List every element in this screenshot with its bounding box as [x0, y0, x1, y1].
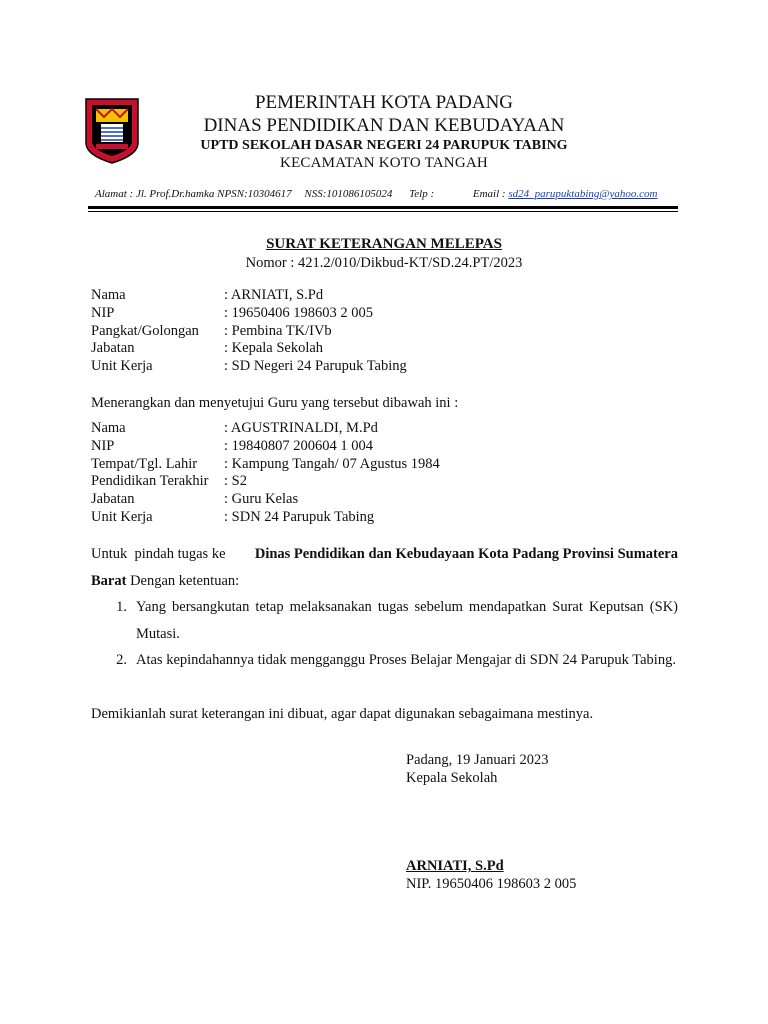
field-row [91, 420, 440, 438]
signature-position: Kepala Sekolah [406, 770, 498, 786]
field-row [91, 456, 440, 474]
purpose-line-1 [91, 541, 678, 568]
list-item [91, 647, 678, 674]
padang-emblem-logo [84, 97, 140, 165]
field-value: : SD Negeri 24 Parupuk Tabing [224, 358, 407, 376]
email-label: Email : [472, 188, 506, 200]
list-number: 2. [116, 652, 127, 668]
field-row [91, 323, 407, 341]
address-text: Alamat : Jl. Prof.Dr.hamka NPSN:10304617 [95, 188, 292, 200]
field-value: : 19650406 198603 2 005 [224, 305, 373, 323]
letterhead-line-district: KECAMATAN KOTO TANGAH [280, 155, 488, 171]
email-link[interactable]: sd24_parupuktabing@yahoo.com [508, 188, 658, 200]
signature-place-date: Padang, 19 Januari 2023 [406, 752, 549, 768]
purpose-destination: Dinas Pendidikan dan Kebudayaan Kota Padang Provinsi Sumatera [254, 546, 678, 562]
list-text: Yang bersangkutan tetap melaksanakan tugas sebelum mendapatkan Surat Keputsan (SK) Mutasi. [136, 599, 678, 642]
field-label: NIP [91, 437, 115, 454]
list-number: 1. [116, 599, 127, 615]
signature-nip: NIP. 19650406 198603 2 005 [406, 876, 577, 892]
nss-text: NSS:101086105024 [304, 188, 393, 200]
intro-paragraph: Menerangkan dan menyetujui Guru yang tersebut dibawah ini : [91, 395, 459, 411]
letterhead-line-government: PEMERINTAH KOTA PADANG [254, 92, 514, 113]
field-row [91, 491, 440, 509]
telp-text: Telp : [409, 188, 435, 200]
field-label: Jabatan [91, 340, 135, 357]
field-row [91, 358, 407, 376]
field-value: : Pembina TK/IVb [224, 323, 332, 341]
signer-info [91, 287, 407, 376]
list-item [91, 594, 678, 647]
field-value: : Kampung Tangah/ 07 Agustus 1984 [224, 456, 440, 474]
letter-number: Nomor : 421.2/010/Dikbud-KT/SD.24.PT/2023 [245, 255, 523, 271]
field-value: : Guru Kelas [224, 491, 298, 509]
field-value: : 19840807 200604 1 004 [224, 438, 373, 456]
letterhead-divider-thick [88, 206, 678, 209]
field-value: : S2 [224, 473, 247, 491]
letterhead-line-school: UPTD SEKOLAH DASAR NEGERI 24 PARUPUK TABING [200, 138, 568, 153]
purpose-destination-end: Barat [91, 572, 127, 589]
purpose-line-2 [91, 568, 678, 595]
field-value: : SDN 24 Parupuk Tabing [224, 509, 374, 527]
field-row [91, 473, 440, 491]
field-row [91, 305, 407, 323]
field-row [91, 438, 440, 456]
field-label: Nama [91, 420, 126, 436]
field-label: Tempat/Tgl. Lahir [91, 455, 198, 472]
field-value: : AGUSTRINALDI, M.Pd [224, 420, 378, 438]
field-label: Nama [91, 287, 126, 303]
field-label: Pangkat/Golongan [91, 322, 199, 339]
signature-block [406, 751, 549, 787]
signature-name-block [406, 857, 576, 893]
field-label: Pendidikan Terakhir [91, 473, 209, 490]
field-label: NIP [91, 304, 115, 321]
purpose-suffix: Dengan ketentuan: [126, 572, 240, 589]
list-text: Atas kepindahannya tidak mengganggu Proses Belajar Mengajar di SDN 24 Parupuk Tabing. [136, 652, 676, 668]
teacher-info [91, 420, 440, 527]
letterhead-line-department: DINAS PENDIDIKAN DAN KEBUDAYAAN [203, 115, 565, 136]
address-bar [95, 188, 657, 200]
field-row [91, 509, 440, 527]
field-label: Unit Kerja [91, 508, 153, 525]
purpose-paragraph [91, 541, 678, 594]
purpose-prefix: Untuk pindah tugas ke [91, 546, 230, 562]
field-label: Unit Kerja [91, 358, 153, 375]
field-value: : Kepala Sekolah [224, 340, 323, 358]
signature-name: ARNIATI, S.Pd [406, 858, 504, 874]
letterhead-divider-thin [88, 211, 678, 212]
field-value: : ARNIATI, S.Pd [224, 287, 323, 305]
closing-paragraph: Demikianlah surat keterangan ini dibuat, agar dapat digunakan sebagaimana mestinya. [91, 706, 594, 722]
letter-title: SURAT KETERANGAN MELEPAS [266, 236, 502, 252]
field-row [91, 287, 407, 305]
field-label: Jabatan [91, 491, 135, 508]
field-row [91, 340, 407, 358]
conditions-list [91, 594, 678, 674]
